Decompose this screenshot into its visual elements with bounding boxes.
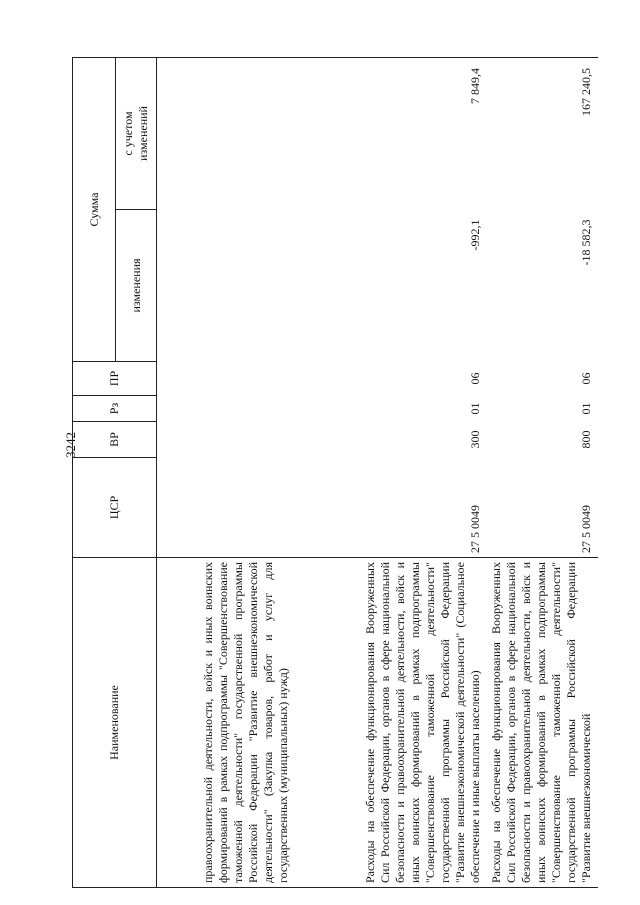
row-change: -992,1 [468, 219, 482, 251]
table-header [73, 57, 157, 887]
row-total [157, 57, 296, 209]
row-change: -18 582,3 [579, 219, 593, 266]
row-csr: 27 5 0049 [579, 505, 593, 553]
row-pr: 06 [579, 372, 593, 385]
header-with-changes-line1: с учетом [121, 111, 135, 156]
row-rz [157, 396, 296, 422]
table-row [157, 57, 296, 887]
row-total: 167 240,5 [487, 57, 598, 209]
budget-table [72, 57, 598, 888]
row-csr: 27 5 0049 [468, 505, 482, 553]
row-change [157, 210, 296, 362]
header-change: изменения [116, 210, 157, 362]
table-row [487, 57, 598, 887]
row-rz: 01 [579, 402, 593, 415]
header-csr: ЦСР [73, 458, 157, 558]
header-name: Наименование [73, 558, 157, 888]
row-csr [157, 458, 296, 558]
row-vr: 800 [579, 430, 593, 449]
budget-table-sheet [72, 58, 600, 888]
row-name: Расходы на обеспечение функционирования Вооруженных Сил Российской Федерации, органов в сфере национальной безопасности и правоохранительной деятельности, войск и иных воинских формирований в рамках подпрограммы "Совершенствование таможенной деятельности" государственной программы Российской Федерации "Развитие внешнеэкономической [487, 558, 598, 888]
row-pr: 06 [468, 372, 482, 385]
row-pr [157, 362, 296, 396]
header-sum: Сумма [73, 57, 116, 361]
header-with-changes-line2: изменений [136, 106, 150, 161]
page-number: 3242 [63, 432, 78, 458]
row-total: 7 849,4 [295, 57, 487, 209]
header-vr: ВР [73, 422, 157, 458]
header-rz: Рз [73, 396, 157, 422]
header-pr: ПР [73, 362, 157, 396]
row-name: правоохранительной деятельности, войск и иных воинских формирований в рамках подпрограммы "Совершенствование таможенной деятельности" государственной программы Российской Федерации "Развитие внешнеэкономической деятельности" (Закупка товаров, работ и услуг для государственных (муниципальных) нужд) [157, 558, 296, 888]
table-row [295, 57, 487, 887]
row-rz: 01 [468, 402, 482, 415]
row-vr: 300 [468, 430, 482, 449]
row-name: Расходы на обеспечение функционирования Вооруженных Сил Российской Федерации, органов в сфере национальной безопасности и правоохранительной деятельности, войск и иных воинских формирований в рамках подпрограммы "Совершенствование таможенной деятельности" государственной программы Российской Федерации "Развитие внешнеэкономической деятельности" (Социальное обеспечение и иные выплаты населению) [295, 558, 487, 888]
row-vr [157, 422, 296, 458]
header-with-changes [116, 57, 157, 209]
